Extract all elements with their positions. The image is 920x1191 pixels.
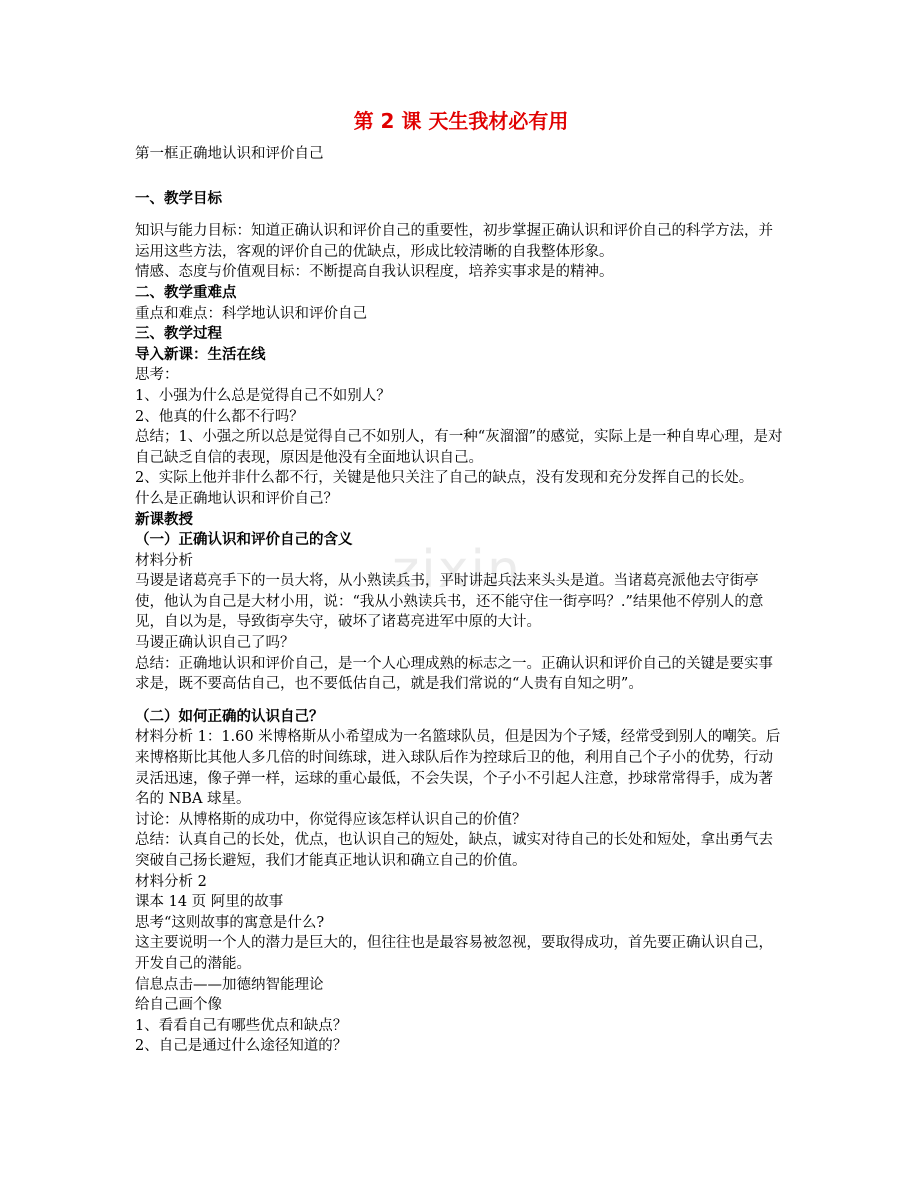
paragraph: 马谡正确认识自己了吗？	[135, 635, 295, 652]
paragraph: 1、小强为什么总是觉得自己不如别人？	[135, 387, 391, 404]
paragraph: 2、实际上他并非什么都不行，关键是他只关注了自己的缺点，没有发现和充分发挥自己的长处。	[135, 470, 754, 487]
paragraph: 知识与能力目标：知道正确认识和评价自己的重要性，初步掌握正确认识和评价自己的科学方法，并运用这些方法，客观的评价自己的优缺点，形成比较清晰的自我整体形象。	[135, 223, 773, 260]
section-heading: 导入新课：生活在线	[135, 346, 266, 363]
paragraph: 给自己画个像	[135, 997, 222, 1014]
paragraph: 这主要说明一个人的潜力是巨大的，但往往也是最容易被忽视，要取得成功，首先要正确认识自己，开发自己的潜能。	[135, 935, 773, 972]
paragraph: 材料分析	[135, 552, 193, 569]
paragraph: 情感、态度与价值观目标：不断提高自我认识程度，培养实事求是的精神。	[135, 264, 614, 281]
paragraph: 什么是正确地认识和评价自己？	[135, 490, 338, 507]
section-heading: （二）如何正确的认识自己？	[135, 708, 324, 725]
section-heading: 三、教学过程	[135, 326, 222, 343]
paragraph: 材料分析 1：1.60 米博格斯从小希望成为一名篮球队员，但是因为个子矮，经常受到别人的嘲笑。后来博格斯比其他人多几倍的时间练球，进入球队后作为控球后卫的他，利用自己个子小的优势，行动灵活迅速，像子弹一样，运球的重心最低，不会失误，个子小不引起人注意，抄球常常得手，成为著名的 NBA 球星。	[135, 729, 781, 808]
section-heading: 一、教学目标	[135, 190, 222, 207]
paragraph: 总结：正确地认识和评价自己，是一个人心理成熟的标志之一。正确认识和评价自己的关键是要实事求是，既不要高估自己，也不要低估自己，就是我们常说的“人贵有自知之明”。	[135, 655, 773, 693]
paragraph: 总结：认真自己的长处，优点，也认识自己的短处，缺点，诚实对待自己的长处和短处，拿出勇气去突破自己扬长避短，我们才能真正地认识和确立自己的价值。	[135, 832, 773, 869]
paragraph-gap	[135, 695, 787, 707]
document-body	[135, 177, 787, 1057]
paragraph: 课本 14 页 阿里的故事	[135, 894, 284, 911]
paragraph: 信息点击——加德纳智能理论	[135, 976, 324, 993]
section-heading: （一）正确认识和评价自己的含义	[135, 532, 353, 549]
paragraph: 重点和难点：科学地认识和评价自己	[135, 305, 367, 322]
paragraph: 总结；1、小强之所以总是觉得自己不如别人，有一种“灰溜溜”的感觉，实际上是一种自卑心理，是对自己缺乏自信的表现，原因是他没有全面地认识自己。	[135, 429, 783, 466]
paragraph: 思考：	[135, 367, 179, 384]
paragraph: 2、自己是通过什么途径知道的？	[135, 1038, 348, 1055]
document-page	[135, 108, 787, 1057]
watermark: zixin	[392, 540, 522, 600]
paragraph: 讨论：从博格斯的成功中，你觉得应该怎样认识自己的价值？	[135, 811, 527, 828]
paragraph: 马谡是诸葛亮手下的一员大将，从小熟读兵书，平时讲起兵法来头头是道。当诸葛亮派他去守街亭使，他认为自己是大材小用，说：“我从小熟读兵书，还不能守住一街亭吗？.”结果他不停别人的意见，自以为是，导致街亭失守，破坏了诸葛亮进军中原的大计。	[135, 573, 764, 631]
paragraph-gap	[135, 177, 787, 189]
page-title: 第 2 课 天生我材必有用	[353, 109, 569, 133]
section-heading: 二、教学重难点	[135, 284, 237, 301]
subtitle: 第一框正确地认识和评价自己	[135, 146, 324, 162]
section-heading: 新课教授	[135, 511, 193, 528]
paragraph: 思考“这则故事的寓意是什么?	[135, 914, 325, 931]
paragraph: 材料分析 2	[135, 873, 207, 890]
paragraph: 1、看看自己有哪些优点和缺点？	[135, 1017, 348, 1034]
paragraph: 2、他真的什么都不行吗？	[135, 408, 304, 425]
paragraph-gap	[135, 209, 787, 221]
